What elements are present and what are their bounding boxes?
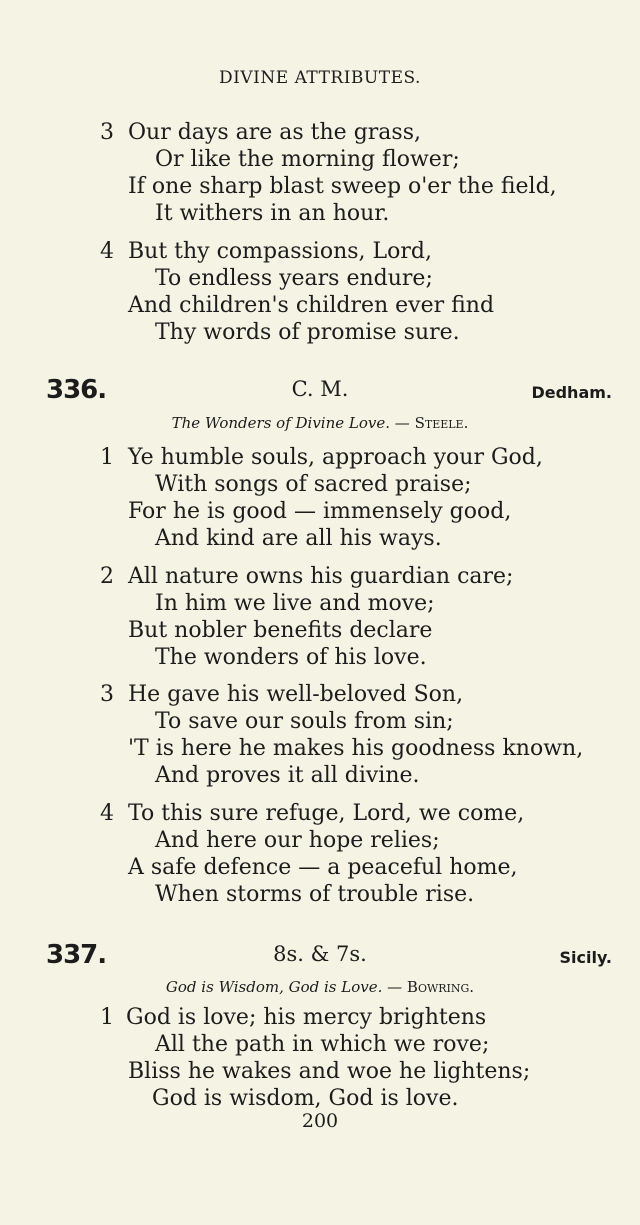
verse-line: And children's children ever find (128, 293, 495, 318)
hymn-header (0, 940, 640, 970)
stanza-number: 2 (100, 564, 114, 589)
hymn-author: Bowring. (406, 978, 475, 996)
verse-line: Our days are as the grass, (128, 120, 421, 145)
verse-line: With songs of sacred praise; (155, 472, 472, 497)
running-head: DIVINE ATTRIBUTES. (219, 68, 421, 88)
stanza-number: 1 (100, 1005, 114, 1030)
verse-line: God is love; his mercy brightens (126, 1005, 487, 1030)
verse-line: Or like the morning flower; (155, 147, 460, 172)
verse-line: Thy words of promise sure. (155, 320, 460, 345)
verse-line: All the path in which we rove; (155, 1032, 490, 1057)
verse-line: He gave his well-beloved Son, (128, 682, 464, 707)
verse-line: To this sure refuge, Lord, we come, (128, 801, 525, 826)
verse-line: It withers in an hour. (155, 201, 390, 226)
verse-line: For he is good — immensely good, (128, 499, 512, 524)
hymn-title: God is Wisdom, God is Love. — (165, 978, 403, 996)
verse-line: To endless years endure; (155, 266, 433, 291)
hymn-meter: C. M. (291, 377, 349, 401)
verse-line: And kind are all his ways. (155, 526, 442, 551)
verse-line: In him we live and move; (155, 591, 435, 616)
verse-line: All nature owns his guardian care; (128, 564, 514, 589)
verse-line: The wonders of his love. (155, 645, 427, 670)
verse-line: Bliss he wakes and woe he lightens; (128, 1059, 531, 1084)
verse-line: But thy compassions, Lord, (128, 239, 432, 264)
stanza-number: 4 (100, 239, 114, 264)
verse-line: When storms of trouble rise. (155, 882, 475, 907)
verse-line: God is wisdom, God is love. (152, 1086, 459, 1111)
verse-line: A safe defence — a peaceful home, (128, 855, 518, 880)
stanza-number: 4 (100, 801, 114, 826)
hymn-number: 337. (46, 940, 107, 970)
verse-line: 'T is here he makes his goodness known, (128, 736, 584, 761)
hymn-header (0, 375, 640, 405)
hymn-number: 336. (46, 375, 107, 405)
tune-name: Sicily. (559, 948, 612, 967)
verse-line: And proves it all divine. (155, 763, 420, 788)
hymn-meter: 8s. & 7s. (273, 942, 367, 966)
verse-line: If one sharp blast sweep o'er the field, (128, 174, 557, 199)
stanza-number: 1 (100, 445, 114, 470)
verse-line: Ye humble souls, approach your God, (128, 445, 543, 470)
verse-line: To save our souls from sin; (155, 709, 454, 734)
verse-line: And here our hope relies; (155, 828, 440, 853)
hymn-subtitle (0, 978, 640, 996)
hymn-title: The Wonders of Divine Love. — (171, 414, 410, 432)
verse-line: But nobler benefits declare (128, 618, 433, 643)
stanza-number: 3 (100, 682, 114, 707)
stanza-number: 3 (100, 120, 114, 145)
hymn-subtitle (0, 414, 640, 432)
tune-name: Dedham. (531, 383, 612, 402)
page-number: 200 (301, 1110, 339, 1132)
hymn-author: Steele. (414, 414, 469, 432)
